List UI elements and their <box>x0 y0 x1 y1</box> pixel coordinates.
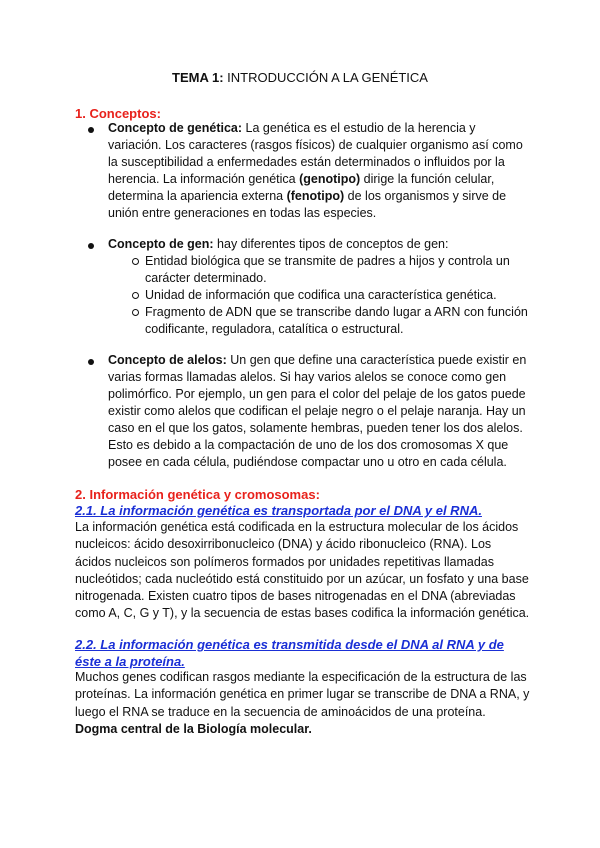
sub-bullet-circle <box>132 292 139 299</box>
subsection-2-2-text <box>75 669 530 738</box>
gen-item-3: Fragmento de ADN que se transcribe dando lugar a ARN con función codificante, reguladora, catalítica o estructural. <box>145 305 528 336</box>
title-rest: INTRODUCCIÓN A LA GENÉTICA <box>223 70 428 85</box>
genetica-text-3: de los organismos y sirve de unión entre generaciones en todas las especies. <box>108 189 507 220</box>
sub-bullet-circle <box>132 258 139 265</box>
concepto-genetica <box>108 120 528 222</box>
gen-text: hay diferentes tipos de conceptos de gen: <box>213 237 449 251</box>
page-title <box>0 70 600 85</box>
subsection-2-1-heading: 2.1. La información genética es transportada por el DNA y el RNA. <box>75 503 482 518</box>
sub2-body: Muchos genes codifican rasgos mediante la especificación de la estructura de las proteínas. La información genética en primer lugar se transcribe de DNA a RNA, y luego el RNA se traduce en la secuencia de aminoácidos de una proteína. <box>75 670 530 719</box>
sub-bullet-circle <box>132 309 139 316</box>
gen-item-1: Entidad biológica que se transmite de padres a hijos y controla un carácter determinado. <box>145 254 510 285</box>
genotipo-term: (genotipo) <box>299 172 361 186</box>
gen-label: Concepto de gen: <box>108 237 214 251</box>
genetica-text-1: La genética es el estudio de la herencia y variación. Los caracteres (rasgos físicos) de cualquier organismo así como la susceptibilidad a enfermedades están determinados o influidos por la herencia. La información genética <box>108 121 523 186</box>
genetica-label: Concepto de genética: <box>108 121 243 135</box>
alelos-text: Un gen que define una característica puede existir en varias formas llamadas alelos. Si hay varios alelos se conoce como gen polimórfico. Por ejemplo, un gen para el color del pelaje de los gatos puede existir como alelos que codifican el pelaje negro o el pelaje naranja. Hay un caso en el que los gatos, solamente hembras, pueden tener los dos alelos. Esto es debido a la compactación de uno de los dos cromosomas X que posee en cada célula, pudiéndose compactar uno u otro en cada célula. <box>108 353 527 469</box>
subsection-2-1-text: La información genética está codificada en la estructura molecular de los ácidos nucleicos: ácido desoxirribonucleico (DNA) y ácido ribonucleico (RNA). Los ácidos nucleicos son polímeros formados por unidades repetitivas llamadas nucleótidos; cada nucleótido está constituido por un azúcar, un fosfato y una base nitrogenada. Existen cuatro tipos de bases nitrogenadas en el DNA (abreviadas como A, C, G y T), y la secuencia de estas bases codifica la información genética. <box>75 520 530 621</box>
title-bold: TEMA 1: <box>172 70 224 85</box>
concepto-alelos <box>108 352 528 471</box>
bullet-dot <box>88 127 94 133</box>
bullet-dot <box>88 359 94 365</box>
gen-item-2: Unidad de información que codifica una característica genética. <box>145 288 497 302</box>
fenotipo-term: (fenotipo) <box>286 189 345 203</box>
genetica-text-2: dirige la función celular, determina la apariencia externa <box>108 172 495 203</box>
section1-heading: 1. Conceptos: <box>75 106 161 121</box>
subsection-2-2-heading: 2.2. La información genética es transmitida desde el DNA al RNA y de éste a la proteína. <box>75 637 504 669</box>
section2-heading: 2. Información genética y cromosomas: <box>75 487 320 502</box>
dogma-central: Dogma central de la Biología molecular. <box>75 721 312 736</box>
bullet-dot <box>88 243 94 249</box>
alelos-label: Concepto de alelos: <box>108 353 227 367</box>
concepto-gen <box>108 236 528 253</box>
